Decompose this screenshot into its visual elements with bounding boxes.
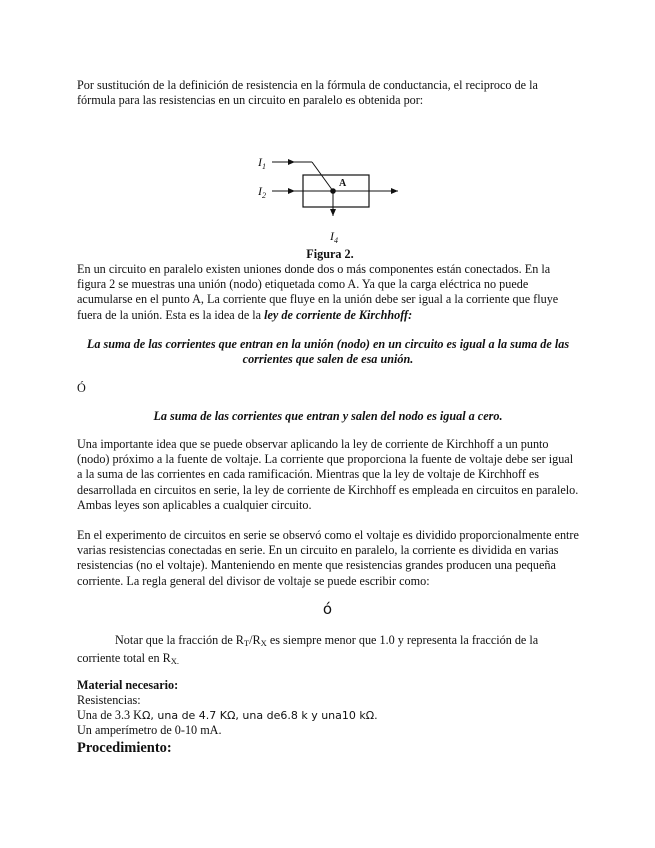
intro-paragraph: Por sustitución de la definición de resistencia en la fórmula de conductancia, el reciproco de la fórmula para las resistencias en un circuito en paralelo es obtenida por:: [77, 78, 538, 108]
label-a: A: [339, 178, 347, 189]
procedure-heading: Procedimiento:: [77, 740, 172, 756]
node-a-dot: [330, 188, 336, 194]
ammeter-item: Un amperímetro de 0-10 mA.: [77, 723, 222, 737]
fraction-note: Notar que la fracción de $R_T/R_X$ es siempre menor que 1.0 y representa la fracción de la corriente total en $R_{X.}$: [77, 633, 539, 667]
kirchhoff-statement-2: La suma de las corrientes que entran y salen del nodo es igual a cero.: [153, 409, 503, 423]
label-i4: $I_4$: [330, 229, 338, 245]
kirchhoff-intro-paragraph: En un circuito en paralelo existen uniones donde dos o más componentes están conectados. En la figura 2 se muestras una unión (nodo) etiquetada como A. Ya que la carga eléctrica no puede acumularse en el punto A, La corriente que fluye en la unión debe ser igual a la corriente que fluye fuera de la unión. Esta es la idea de la ley de corriente de Kirchhoff:: [77, 262, 559, 322]
kirchhoff-law-name: ley de corriente de Kirchhoff:: [264, 307, 413, 322]
label-i2: $I_2$: [258, 184, 266, 200]
kirchhoff-application-paragraph: Una importante idea que se puede observar aplicando la ley de corriente de Kirchhoff a un punto (nodo) próximo a la fuente de voltaje. La corriente que proporciona la fuente de voltaje debe ser igual a la suma de las corrientes en cada ramificación. Mientras que la ley de voltaje de Kirchhoff es desarrollada en circuitos en serie, la ley de corriente de Kirchhoff es empleada en circuitos en paralelo. Ambas leyes son aplicables a cualquier circuito.: [77, 437, 579, 512]
resistances-list: Una de 3.3 KΩ, una de 4.7 KΩ, una de6.8 k y una10 kΩ.: [77, 708, 378, 722]
materials-heading: Material necesario:: [77, 678, 179, 692]
label-i1: $I_1$: [258, 155, 266, 171]
formula-or-separator: ó: [322, 600, 333, 618]
kirchhoff-statement-1: La suma de las corrientes que entran en la unión (nodo) en un circuito es igual a la suma de las corrientes que salen de esa unión.: [86, 337, 570, 367]
current-divider-paragraph: En el experimento de circuitos en serie se observó como el voltaje es dividido proporcionalmente entre varias resistencias conectadas en serie. En un circuito en paralelo, la corriente es dividida en varias resistencias (no el voltaje). Manteniendo en mente que resistencias grandes producen una pequeña corriente. La regla general del divisor de voltaje se puede escribir como:: [77, 528, 579, 588]
figure-caption: Figura 2.: [306, 247, 354, 261]
or-separator: Ó: [77, 381, 86, 395]
figure-2-node-diagram: [250, 150, 410, 250]
resistances-label: Resistencias:: [77, 693, 141, 707]
